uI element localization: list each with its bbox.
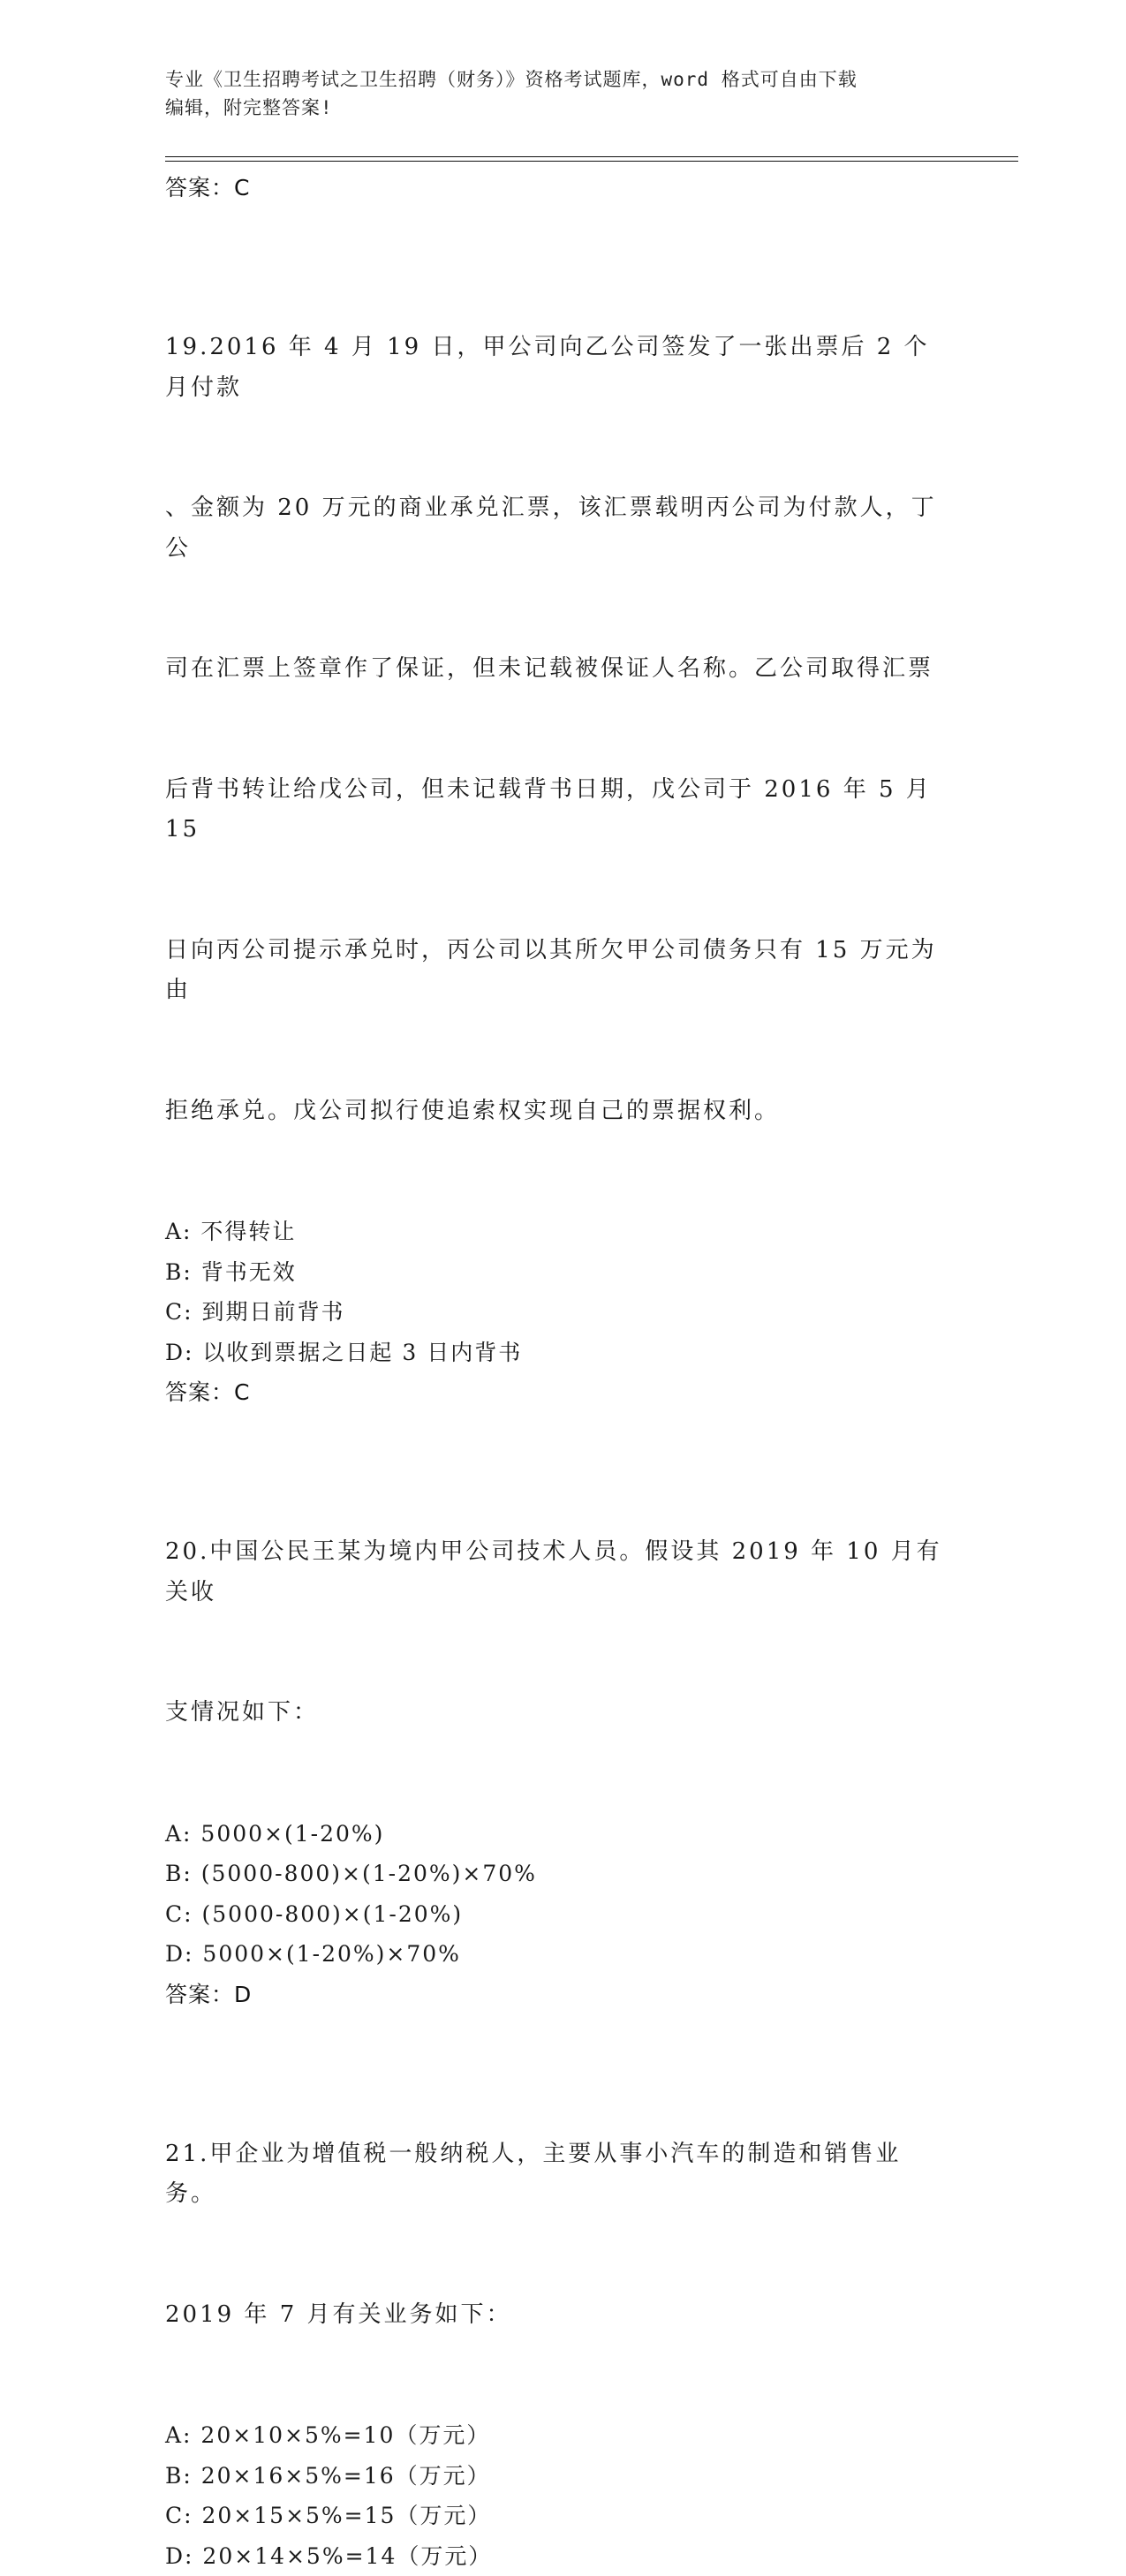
question-block xyxy=(165,2054,960,2576)
spacer xyxy=(165,1413,960,1452)
question-block xyxy=(165,1452,960,2015)
option-d: D: 以收到票据之日起 3 日内背书 xyxy=(165,1333,960,1373)
question-line: 支情况如下： xyxy=(165,1693,942,1734)
document-body xyxy=(165,168,960,2576)
answer-line: 答案：C xyxy=(165,168,960,208)
option-d: D: 20×14×5%=14（万元） xyxy=(165,2536,960,2576)
option-d: D: 5000×(1-20%)×70% xyxy=(165,1934,960,1975)
question-stem xyxy=(165,2054,942,2416)
option-b: B: 20×16×5%=16（万元） xyxy=(165,2456,960,2497)
option-a: A: 不得转让 xyxy=(165,1212,960,1252)
question-stem xyxy=(165,1452,942,1814)
spacer xyxy=(165,2015,960,2054)
question-stem xyxy=(165,247,942,1212)
document-header xyxy=(165,65,960,122)
option-b: B: 背书无效 xyxy=(165,1252,960,1293)
option-b: B: (5000-800)×(1-20%)×70% xyxy=(165,1854,960,1894)
question-line: 后背书转让给戊公司，但未记载背书日期，戊公司于 2016 年 5 月 15 xyxy=(165,770,942,850)
header-divider-top xyxy=(165,156,1018,157)
option-c: C: 到期日前背书 xyxy=(165,1292,960,1333)
question-line: 2019 年 7 月有关业务如下： xyxy=(165,2295,942,2336)
option-a: A: 20×10×5%=10（万元） xyxy=(165,2415,960,2456)
question-line: 、金额为 20 万元的商业承兑汇票，该汇票载明丙公司为付款人，丁公 xyxy=(165,488,942,569)
question-line: 20.中国公民王某为境内甲公司技术人员。假设其 2019 年 10 月有关收 xyxy=(165,1532,942,1613)
header-divider-bottom xyxy=(165,161,1018,162)
option-c: C: 20×15×5%=15（万元） xyxy=(165,2496,960,2536)
question-line: 拒绝承兑。戊公司拟行使追索权实现自己的票据权利。 xyxy=(165,1092,942,1132)
answer-line: 答案：C xyxy=(165,1372,960,1413)
header-line-1: 专业《卫生招聘考试之卫生招聘（财务）》资格考试题库，word 格式可自由下载 xyxy=(165,65,960,94)
header-line-2: 编辑，附完整答案! xyxy=(165,94,960,122)
question-block xyxy=(165,247,960,1413)
option-c: C: (5000-800)×(1-20%) xyxy=(165,1894,960,1935)
answer-line: 答案：D xyxy=(165,1975,960,2015)
spacer xyxy=(165,208,960,247)
question-line: 19.2016 年 4 月 19 日，甲公司向乙公司签发了一张出票后 2 个月付款 xyxy=(165,328,942,408)
question-line: 21.甲企业为增值税一般纳税人，主要从事小汽车的制造和销售业务。 xyxy=(165,2134,942,2215)
question-line: 司在汇票上签章作了保证，但未记载被保证人名称。乙公司取得汇票 xyxy=(165,649,942,690)
question-line: 日向丙公司提示承兑时，丙公司以其所欠甲公司债务只有 15 万元为由 xyxy=(165,931,942,1011)
option-a: A: 5000×(1-20%) xyxy=(165,1814,960,1855)
